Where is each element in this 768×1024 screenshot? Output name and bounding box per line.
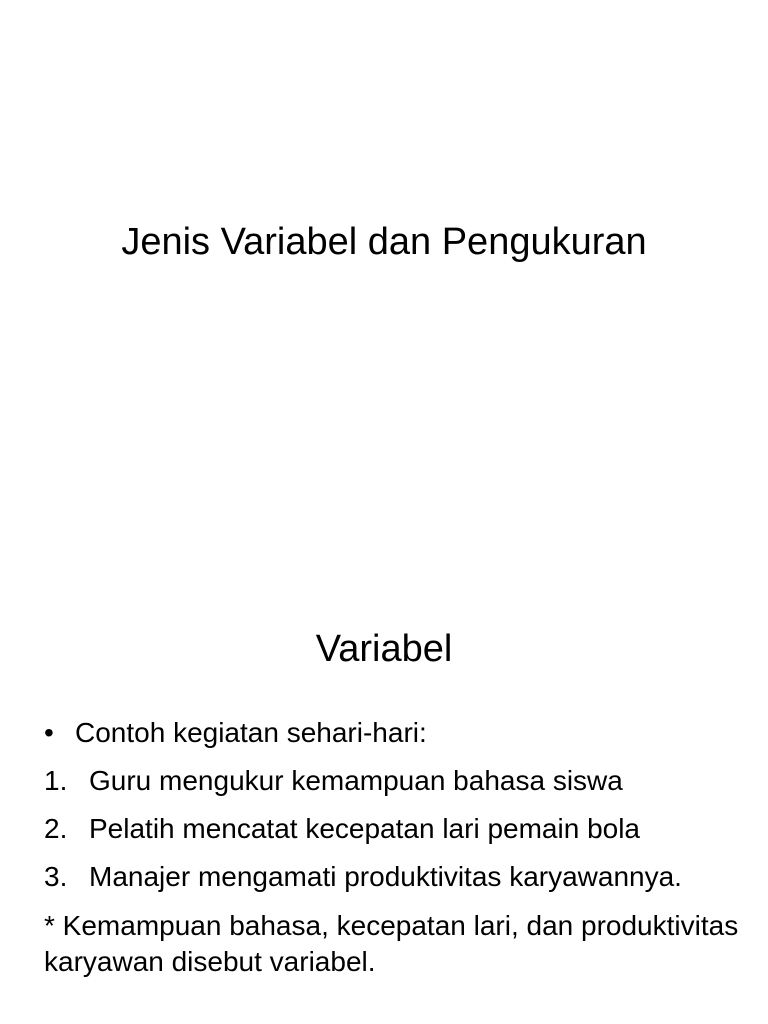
slide-2-title: Variabel xyxy=(315,628,453,670)
numbered-item-1 xyxy=(44,764,744,798)
slide-1-title: Jenis Variabel dan Pengukuran xyxy=(121,221,647,263)
numbered-text: Pelatih mencatat kecepatan lari pemain bola xyxy=(89,813,641,844)
number-marker: 3. xyxy=(44,861,68,892)
slide-2-content xyxy=(44,716,744,980)
slide-variabel xyxy=(0,576,768,1024)
bullet-text: Contoh kegiatan sehari-hari: xyxy=(75,717,427,748)
numbered-item-2 xyxy=(44,812,744,846)
bullet-marker: • xyxy=(44,717,54,748)
numbered-text: Manajer mengamati produktivitas karyawannya. xyxy=(89,861,682,892)
number-marker: 1. xyxy=(44,765,68,796)
number-marker: 2. xyxy=(44,813,68,844)
note-text: * Kemampuan bahasa, kecepatan lari, dan produktivitas karyawan disebut variabel. xyxy=(44,910,739,977)
bullet-item xyxy=(44,716,744,750)
numbered-text: Guru mengukur kemampuan bahasa siswa xyxy=(89,765,623,796)
numbered-item-3 xyxy=(44,860,744,894)
